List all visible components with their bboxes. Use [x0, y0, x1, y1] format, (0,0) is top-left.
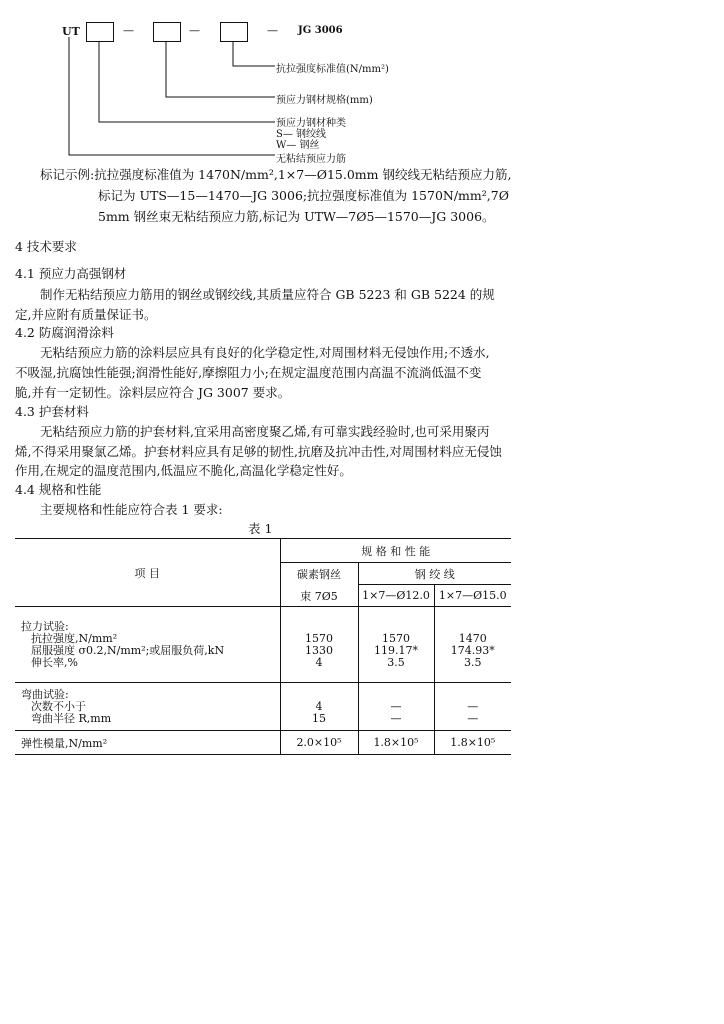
code-leader-lines [0, 0, 300, 170]
section-4-4-heading: 4.4 规格和性能 [15, 482, 102, 497]
section-4-2-line-2: 不吸湿,抗腐蚀性能强;润滑性能好,摩擦阻力小;在规定温度范围内高温不流淌低温不变 [15, 365, 482, 380]
col-strand-a-header: 1×7—Ø12.0 [358, 585, 434, 607]
example-line-2: 标记为 UTS—15—1470—JG 3006;抗拉强度标准值为 1570N/mm²,7Ø [98, 188, 509, 203]
table-header-row-1 [15, 539, 511, 563]
section-4-3-line-2: 烯,不得采用聚氯乙烯。护套材料应具有足够的韧性,抗磨及抗冲击性,对周围材料应无侵蚀 [15, 444, 502, 459]
example-line-1: 标记示例:抗拉强度标准值为 1470N/mm²,1×7—Ø15.0mm 钢绞线无粘结预应力筋, [40, 167, 512, 182]
col-item-header: 项 目 [15, 539, 280, 607]
section-4-2-line-1: 无粘结预应力筋的涂料层应具有良好的化学稳定性,对周围材料无侵蚀作用;不透水, [40, 345, 490, 360]
row-modulus-strand-a: 1.8×10⁵ [358, 731, 434, 755]
section-4-3-line-1: 无粘结预应力筋的护套材料,宜采用高密度聚乙烯,有可靠实践经验时,也可采用聚丙 [40, 424, 490, 439]
row-bend-strand-a: — — [358, 683, 434, 731]
code-dash-3: — [267, 24, 278, 37]
section-4-1-line-2: 定,并应附有质量保证书。 [15, 307, 157, 322]
row-bend-strand-b: — — [434, 683, 511, 731]
leader-spec [166, 41, 275, 97]
label-unbonded: 无粘结预应力筋 [276, 154, 346, 165]
row-bend-wire: 4 15 [280, 683, 358, 731]
section-4-3-heading: 4.3 护套材料 [15, 404, 89, 419]
col-wire-header: 碳素钢丝 束 7Ø5 [280, 563, 358, 607]
row-modulus-item: 弹性模量,N/mm² [15, 731, 280, 755]
code-standard: JG 3006 [298, 25, 343, 36]
section-4-1-line-1: 制作无粘结预应力筋用的钢丝或钢绞线,其质量应符合 GB 5223 和 GB 5224 的规 [40, 287, 495, 302]
section-4-heading: 4 技术要求 [15, 239, 77, 254]
label-type-s: S— 钢绞线 [276, 129, 327, 140]
label-strength: 抗拉强度标准值(N/mm²) [276, 64, 389, 75]
label-type: 预应力钢材种类 [276, 118, 346, 129]
section-4-4-line-1: 主要规格和性能应符合表 1 要求: [40, 502, 223, 517]
row-modulus-strand-b: 1.8×10⁵ [434, 731, 511, 755]
col-strand-header: 钢 绞 线 [358, 563, 511, 585]
section-4-2-line-3: 脆,并有一定韧性。涂料层应符合 JG 3007 要求。 [15, 385, 291, 400]
code-dash-1: — [123, 24, 134, 37]
table-row [15, 607, 511, 683]
row-bend-items: 弯曲试验: 次数不小于 弯曲半径 R,mm [15, 683, 280, 731]
leader-unbonded [69, 37, 275, 155]
table-caption: 表 1 [248, 521, 273, 536]
section-4-1-heading: 4.1 预应力高强钢材 [15, 266, 127, 281]
leader-type [99, 41, 275, 122]
row-modulus-wire: 2.0×10⁵ [280, 731, 358, 755]
code-prefix: UT [62, 25, 80, 38]
table-row [15, 731, 511, 755]
label-type-w: W— 钢丝 [276, 140, 320, 151]
row-tensile-wire: 1570 1330 4 [280, 607, 358, 683]
row-tensile-items: 拉力试验: 抗拉强度,N/mm² 屈服强度 σ0.2,N/mm²;或屈服负荷,kN 伸长率,% [15, 607, 280, 683]
section-4-2-heading: 4.2 防腐润滑涂料 [15, 325, 114, 340]
code-dash-2: — [189, 24, 200, 37]
section-4-3-line-3: 作用,在规定的温度范围内,低温应不脆化,高温化学稳定性好。 [15, 463, 352, 478]
spec-table [15, 538, 511, 755]
table-row [15, 683, 511, 731]
col-strand-b-header: 1×7—Ø15.0 [434, 585, 511, 607]
row-tensile-strand-b: 1470 174.93* 3.5 [434, 607, 511, 683]
label-spec: 预应力钢材规格(mm) [276, 95, 373, 106]
header-group: 规 格 和 性 能 [280, 539, 511, 563]
leader-strength [233, 41, 275, 66]
row-tensile-strand-a: 1570 119.17* 3.5 [358, 607, 434, 683]
example-line-3: 5mm 钢丝束无粘结预应力筋,标记为 UTW—7Ø5—1570—JG 3006。 [98, 209, 495, 224]
